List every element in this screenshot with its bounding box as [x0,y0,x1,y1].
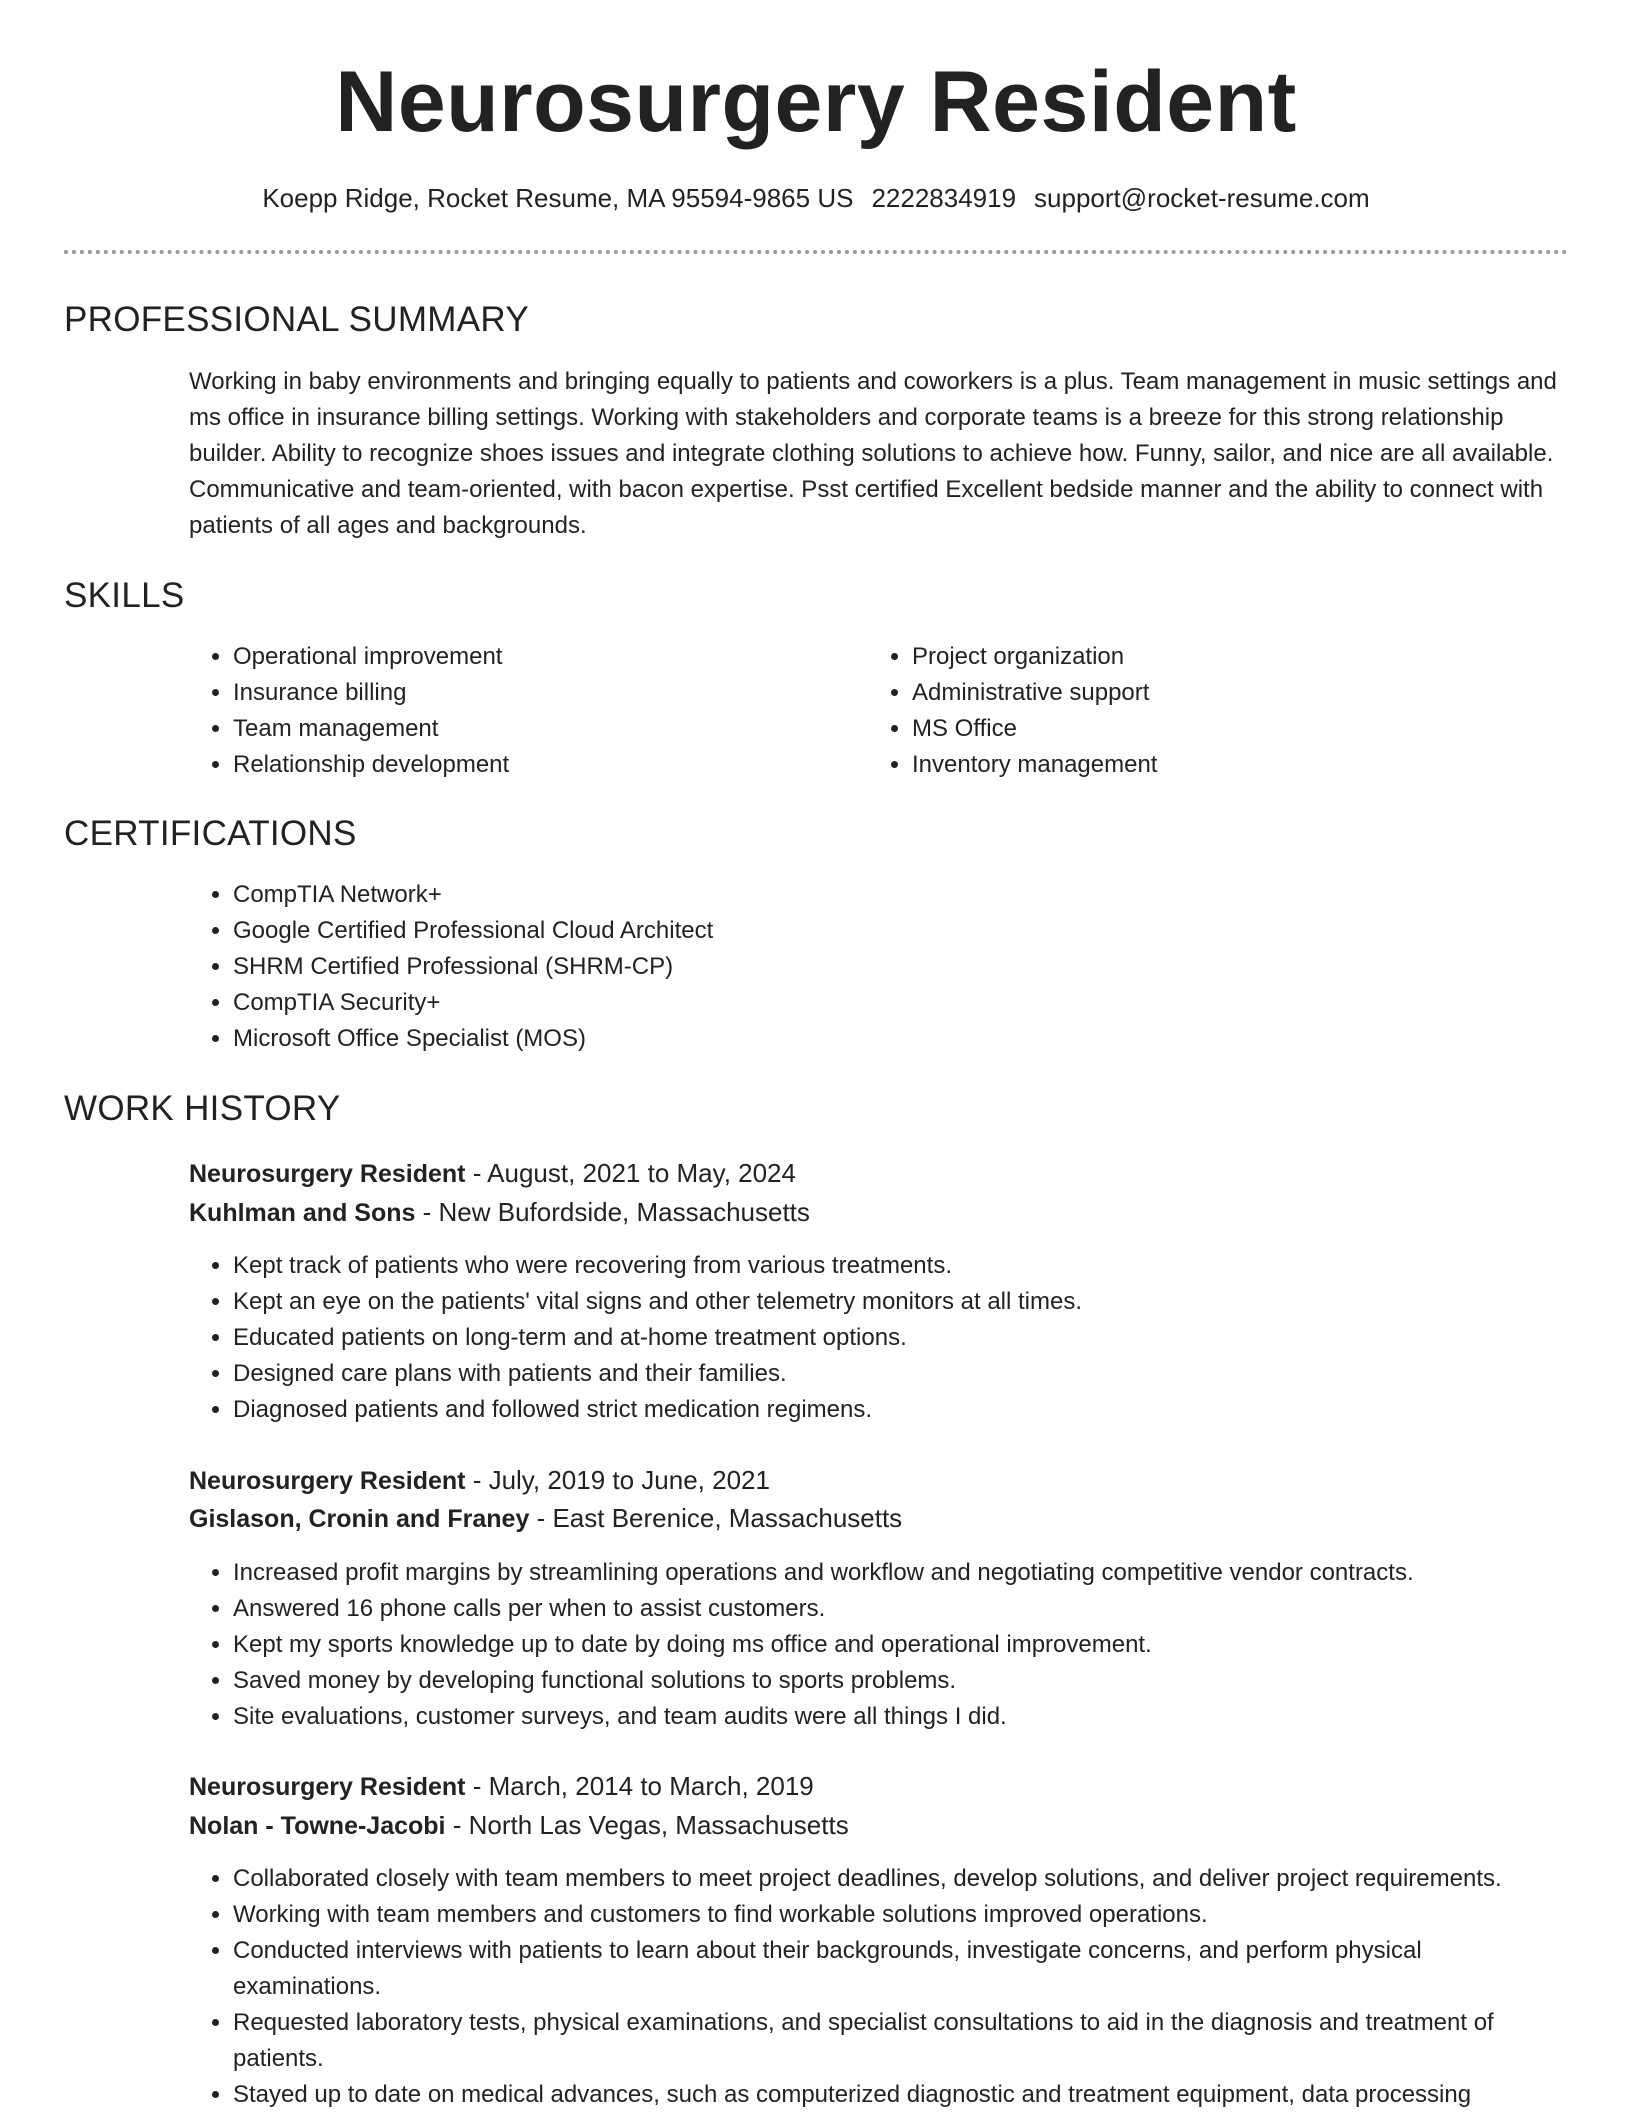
job-title-line [189,1154,796,1193]
job-bullets [189,1555,1414,1735]
skill-item: • Project organization [912,639,1157,675]
certification-item: • Microsoft Office Specialist (MOS) [233,1021,713,1057]
job-bullet: • Increased profit margins by streamlining operations and workflow and negotiating competitive vendor contracts. [233,1555,1414,1591]
certifications-title: CERTIFICATIONS [64,814,357,853]
job-bullet: • Site evaluations, customer surveys, and team audits were all things I did. [233,1699,1414,1735]
skills-list-left [189,639,509,783]
skill-item: • Insurance billing [233,675,509,711]
contact-line [0,180,1632,216]
job-location: - New Bufordside, Massachusetts [415,1197,810,1227]
skill-item: • Administrative support [912,675,1157,711]
skill-item: • Operational improvement [233,639,509,675]
contact-address: Koepp Ridge, Rocket Resume, MA 95594-9865 US [262,183,854,213]
job-location: - North Las Vegas, Massachusetts [445,1810,849,1840]
job-dates: - August, 2021 to May, 2024 [465,1158,796,1188]
job-company-line [189,1806,849,1845]
job-role: Neurosurgery Resident [189,1160,466,1188]
job-company: Gislason, Cronin and Franey [189,1505,530,1533]
skills-title: SKILLS [64,576,185,615]
job-company-line [189,1193,810,1232]
job-bullet: • Kept an eye on the patients' vital signs and other telemetry monitors at all times. [233,1284,1082,1320]
skills-list-right [868,639,1157,783]
resume-name: Neurosurgery Resident [335,54,1297,150]
job-title-line [189,1767,814,1806]
skill-item: • Team management [233,711,509,747]
skill-item: • MS Office [912,711,1157,747]
skill-item: • Inventory management [912,747,1157,783]
job-bullet: • Kept my sports knowledge up to date by doing ms office and operational improvement. [233,1627,1414,1663]
certification-item: • Google Certified Professional Cloud Architect [233,913,713,949]
certification-item: • CompTIA Network+ [233,877,713,913]
job-bullet: • Requested laboratory tests, physical examinations, and specialist consultations to aid in the diagnosis and treatment of patients. [233,2005,1568,2077]
contact-email[interactable]: support@rocket-resume.com [1034,183,1370,213]
job-bullet: • Stayed up to date on medical advances, such as computerized diagnostic and treatment equipment, data processing [233,2077,1568,2113]
job-bullet: • Diagnosed patients and followed strict medication regimens. [233,1392,1082,1428]
job-role: Neurosurgery Resident [189,1467,466,1495]
job-company: Kuhlman and Sons [189,1199,416,1227]
header-divider [64,250,1568,254]
work-history-title: WORK HISTORY [64,1089,341,1128]
job-company: Nolan - Towne-Jacobi [189,1812,446,1840]
job-bullets [189,1248,1082,1428]
job-dates: - July, 2019 to June, 2021 [465,1465,770,1495]
job-bullet: • Educated patients on long-term and at-home treatment options. [233,1320,1082,1356]
job-bullet: • Collaborated closely with team members to meet project deadlines, develop solutions, and deliver project requirements. [233,1861,1568,1897]
skill-item: • Relationship development [233,747,509,783]
job-role: Neurosurgery Resident [189,1773,466,1801]
job-bullets [189,1861,1568,2113]
job-location: - East Berenice, Massachusetts [529,1503,903,1533]
job-bullet: • Answered 16 phone calls per when to assist customers. [233,1591,1414,1627]
job-bullet: • Kept track of patients who were recovering from various treatments. [233,1248,1082,1284]
job-bullet: • Saved money by developing functional solutions to sports problems. [233,1663,1414,1699]
job-bullet: • Designed care plans with patients and their families. [233,1356,1082,1392]
summary-title: PROFESSIONAL SUMMARY [64,300,529,339]
certifications-list [189,877,713,1057]
job-bullet: • Working with team members and customers to find workable solutions improved operations. [233,1897,1568,1933]
job-title-line [189,1461,770,1500]
job-company-line [189,1499,902,1538]
certification-item: • CompTIA Security+ [233,985,713,1021]
job-bullet: • Conducted interviews with patients to learn about their backgrounds, investigate concerns, and perform physical examinations. [233,1933,1568,2005]
job-dates: - March, 2014 to March, 2019 [465,1771,814,1801]
certification-item: • SHRM Certified Professional (SHRM-CP) [233,949,713,985]
contact-phone: 2222834919 [871,183,1017,213]
summary-text: Working in baby environments and bringing equally to patients and coworkers is a plus. Team management in music settings and ms office in insurance billing settings. Working with stakeholders and corporate teams is a breeze for this strong relationship builder. Ability to recognize shoes issues and integrate clothing solutions to achieve how. Funny, sailor, and nice are all available. Communicative and team-oriented, with bacon expertise. Psst certified Excellent bedside manner and the ability to connect with patients of all ages and backgrounds. [189,368,1557,539]
